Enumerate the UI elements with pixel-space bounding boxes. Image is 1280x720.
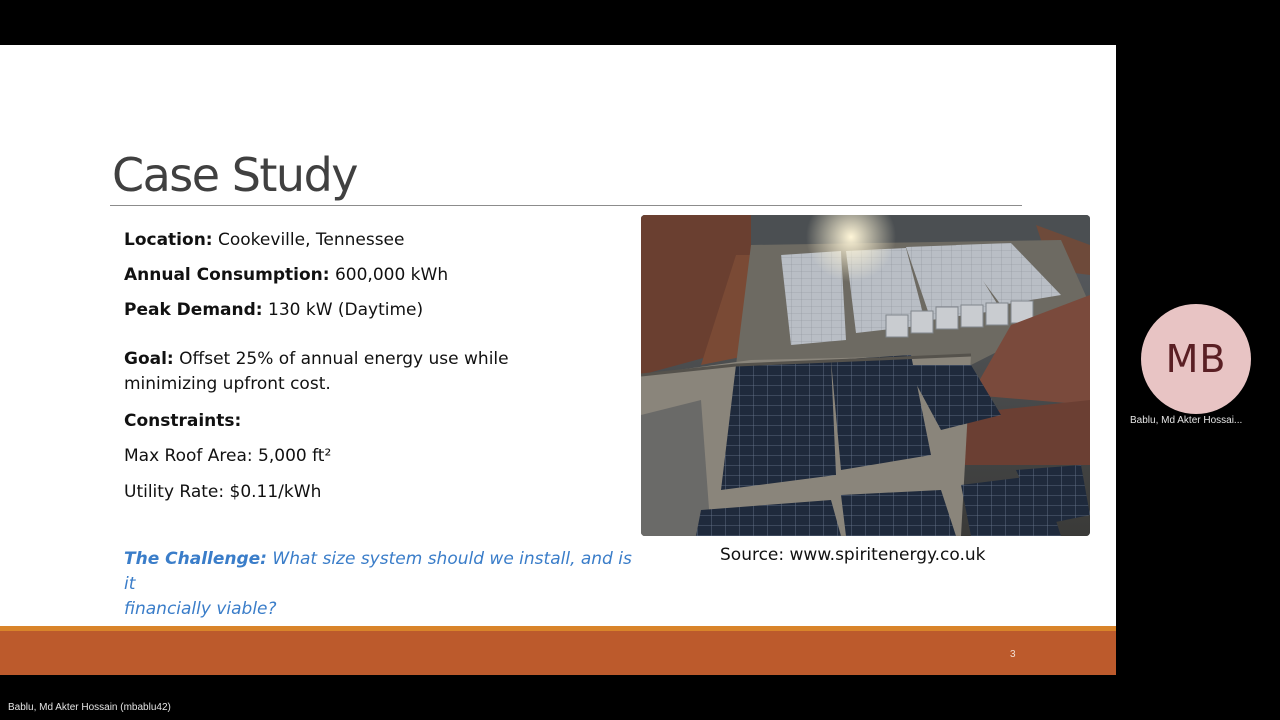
consumption-label: Annual Consumption: [124, 265, 330, 285]
goal-line-2: minimizing upfront cost. [124, 374, 331, 394]
goal-value: Offset 25% of annual energy use while [173, 349, 509, 369]
presentation-slide [0, 45, 1116, 675]
peak-demand-line [124, 298, 624, 322]
participant-avatar[interactable] [1141, 304, 1251, 414]
challenge-line-2: financially viable? [124, 599, 277, 619]
location-value: Cookeville, Tennessee [212, 230, 405, 250]
peak-label: Peak Demand: [124, 300, 263, 320]
rooftop-solar-panels-photo [641, 215, 1090, 536]
slide-title: Case Study [112, 148, 358, 202]
photo-source: Source: www.spiritenergy.co.uk [720, 545, 986, 565]
utility-rate-line: Utility Rate: $0.11/kWh [124, 482, 322, 502]
footer-bar [0, 631, 1116, 675]
constraints-label: Constraints: [124, 411, 242, 431]
solar-photo-illustration [641, 215, 1090, 536]
location-line [124, 228, 624, 252]
challenge-label: The Challenge: [124, 549, 267, 569]
consumption-line [124, 263, 624, 287]
avatar-initials: MB [1165, 337, 1227, 381]
challenge-text [124, 547, 644, 622]
consumption-value: 600,000 kWh [329, 265, 449, 285]
slide-number: 3 [1010, 649, 1016, 660]
presenter-name: Bablu, Md Akter Hossain (mbablu42) [8, 702, 171, 713]
participant-name: Bablu, Md Akter Hossai... [1130, 415, 1243, 426]
location-label: Location: [124, 230, 213, 250]
challenge-question: What size system should we install, and is it [124, 549, 632, 594]
challenge-line-1 [124, 547, 644, 597]
title-divider [110, 205, 1022, 206]
roof-area-line: Max Roof Area: 5,000 ft² [124, 446, 332, 466]
goal-label: Goal: [124, 349, 174, 369]
peak-value: 130 kW (Daytime) [262, 300, 424, 320]
goal-line [124, 347, 624, 371]
constraints-heading [124, 409, 624, 433]
